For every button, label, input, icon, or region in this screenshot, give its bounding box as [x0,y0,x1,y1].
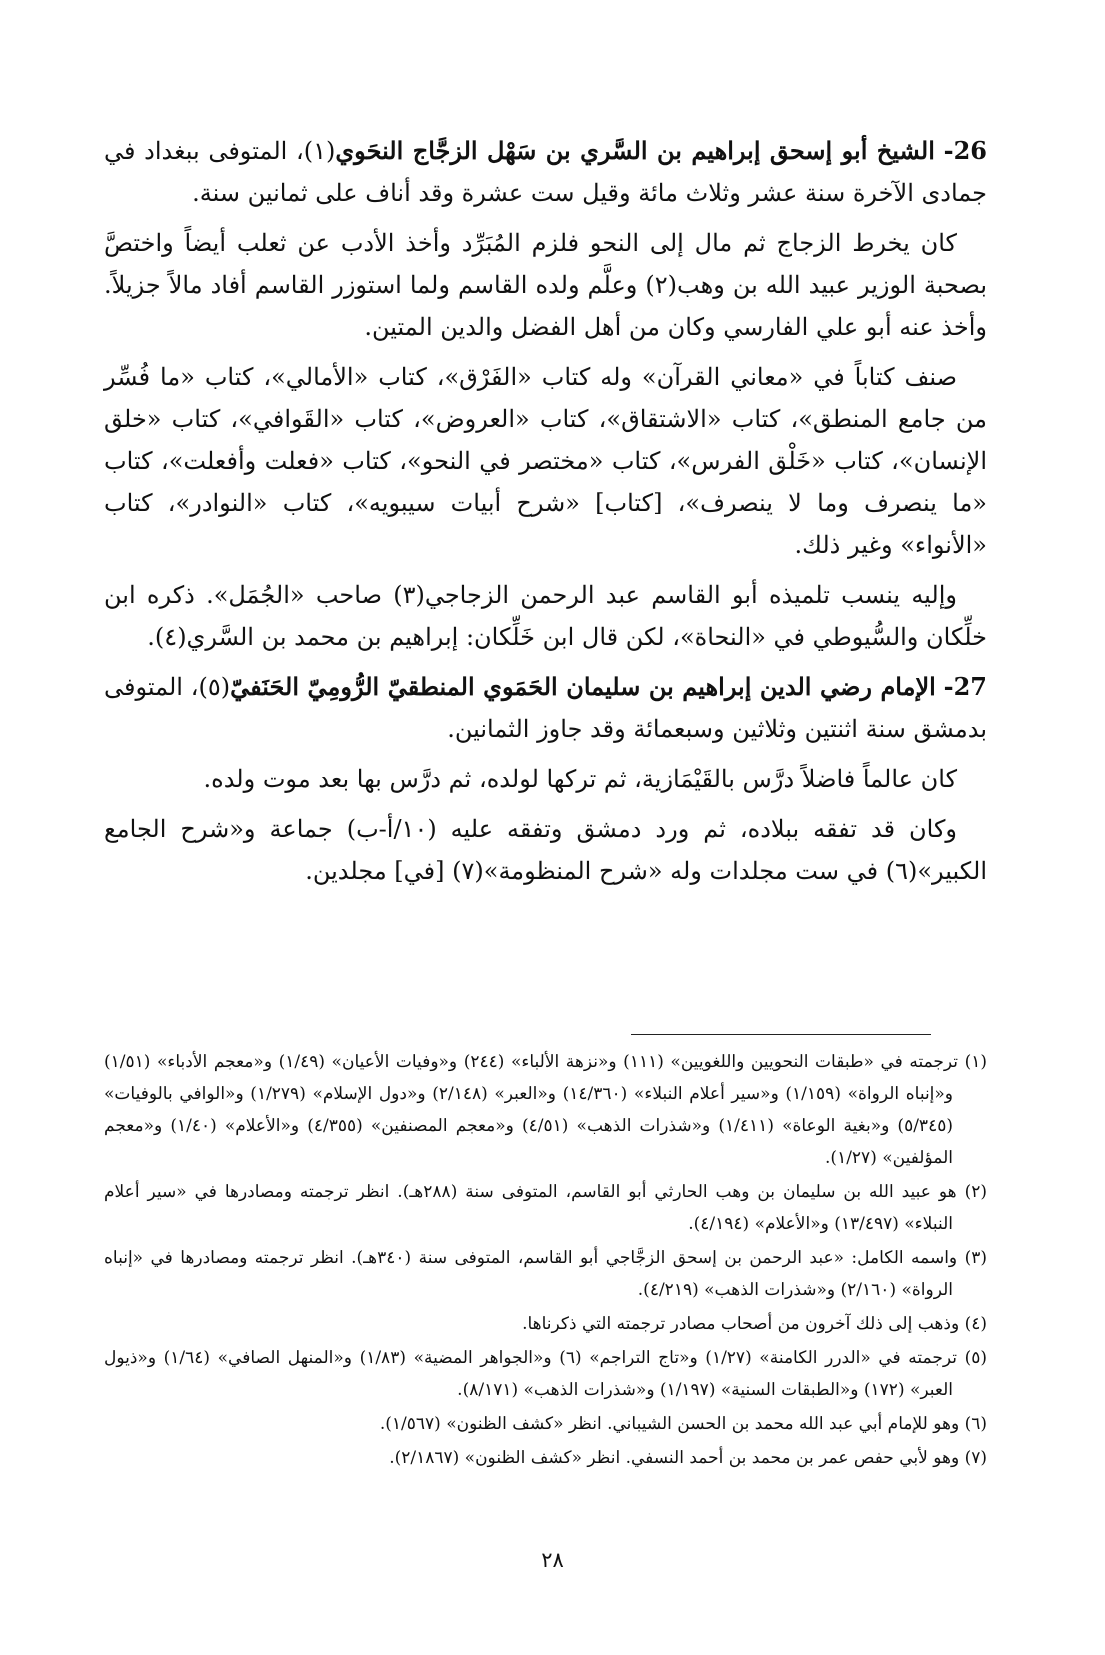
footnote-item: (٤) وذهب إلى ذلك آخرون من أصحاب مصادر ترجمته التي ذكرناها. [522,1314,987,1334]
entry-intro: ، المتوفى ببغداد في جمادى الآخرة سنة عشر وثلاث مائة وقيل ست عشرة وقد أناف على ثمانين سنة. [104,137,987,207]
entry-26 [104,130,987,658]
entry-paragraph: صنف كتاباً في «معاني القرآن» وله كتاب «الفَرْق»، كتاب «الأمالي»، كتاب «ما فُسِّر من جامع المنطق»، كتاب «الاشتقاق»، كتاب «العروض»، كتاب «القَوافي»، كتاب «خلق الإنسان»، كتاب «خَلْق الفرس»، كتاب «مختصر في النحو»، كتاب «فعلت وأفعلت»، كتاب «ما ينصرف وما لا ينصرف»، [كتاب] «شرح أبيات سيبويه»، كتاب «النوادر»، كتاب «الأنواء» وغير ذلك. [104,363,987,559]
entry-title: الشيخ أبو إسحق إبراهيم بن السَّري بن سَهْل الزجَّاج النحَوي [335,136,935,165]
footnote-item: (٦) وهو للإمام أبي عبد الله محمد بن الحسن الشيباني. انظر «كشف الظنون» (١/٥٦٧). [379,1414,987,1434]
footnote-item: (٧) وهو لأبي حفص عمر بن محمد بن أحمد النسفي. انظر «كشف الظنون» (٢/١٨٦٧). [389,1448,987,1468]
entry-number: 27- [943,672,987,701]
entry-paragraph: كان يخرط الزجاج ثم مال إلى النحو فلزم المُبَرِّد وأخذ الأدب عن ثعلب أيضاً واختصَّ بصحبة الوزير عبيد الله بن وهب(٢) وعلَّم ولده القاسم ولما استوزر القاسم أفاد مالاً جزيلاً. وأخذ عنه أبو علي الفارسي وكان من أهل الفضل والدين المتين. [104,229,987,341]
footnote-item: (٢) هو عبيد الله بن سليمان بن وهب الحارثي أبو القاسم، المتوفى سنة (٢٨٨هـ). انظر ترجمته ومصادرها في «سير أعلام النبلاء» (١٣/٤٩٧) و«الأعلام» (٤/١٩٤). [104,1182,987,1234]
footnote-divider [631,1034,931,1035]
entry-27 [104,666,987,892]
page-number: ٢٨ [541,1548,564,1572]
footnotes [104,1046,987,1476]
footnote-marker: (١) [303,137,336,165]
entry-paragraph: وكان قد تفقه ببلاده، ثم ورد دمشق وتفقه عليه (١٠/أ-ب) جماعة و«شرح الجامع الكبير»(٦) في ست مجلدات وله «شرح المنظومة»(٧) [في] مجلدين. [104,815,987,885]
entry-paragraph: كان عالماً فاضلاً درَّس بالقَيْمَازية، ثم تركها لولده، ثم درَّس بها بعد موت ولده. [203,765,957,793]
entry-heading [104,130,987,214]
entry-number: 26- [943,136,987,165]
entry-heading [104,666,987,750]
footnote-item: (١) ترجمته في «طبقات النحويين واللغويين» (١١١) و«نزهة الألباء» (٢٤٤) و«وفيات الأعيان» (١/٤٩) و«معجم الأدباء» (١/٥١) و«إنباه الرواة» (١/١٥٩) و«سير أعلام النبلاء» (١٤/٣٦٠) و«العبر» (٢/١٤٨) و«دول الإسلام» (١/٢٧٩) و«الوافي بالوفيات» (٥/٣٤٥) و«بغية الوعاة» (١/٤١١) و«شذرات الذهب» (٤/٥١) و«معجم المصنفين» (٤/٣٥٥) و«الأعلام» (١/٤٠) و«معجم المؤلفين» (١/٢٧). [104,1052,987,1168]
entry-title: الإمام رضي الدين إبراهيم بن سليمان الحَمَوي المنطقيّ الرُّومِيّ الحَنَفيّ [230,672,936,701]
footnote-item: (٥) ترجمته في «الدرر الكامنة» (١/٢٧) و«تاج التراجم» (٦) و«الجواهر المضية» (١/٨٣) و«المنهل الصافي» (١/٦٤) و«ذيول العبر» (١٧٢) و«الطبقات السنية» (١/١٩٧) و«شذرات الذهب» (٨/١٧١). [104,1348,987,1400]
entry-intro: ، المتوفى بدمشق سنة اثنتين وثلاثين وسبعمائة وقد جاوز الثمانين. [104,673,987,743]
footnote-item: (٣) واسمه الكامل: «عبد الرحمن بن إسحق الزجَّاجي أبو القاسم، المتوفى سنة (٣٤٠هـ). انظر ترجمته ومصادرها في «إنباه الرواة» (٢/١٦٠) و«شذرات الذهب» (٤/٢١٩). [104,1248,987,1300]
entry-paragraph: وإليه ينسب تلميذه أبو القاسم عبد الرحمن الزجاجي(٣) صاحب «الجُمَل». ذكره ابن خلِّكان والسُّيوطي في «النحاة»، لكن قال ابن خَلِّكان: إبراهيم بن محمد بن السَّري(٤). [104,581,987,651]
footnote-marker: (٥) [198,673,231,701]
